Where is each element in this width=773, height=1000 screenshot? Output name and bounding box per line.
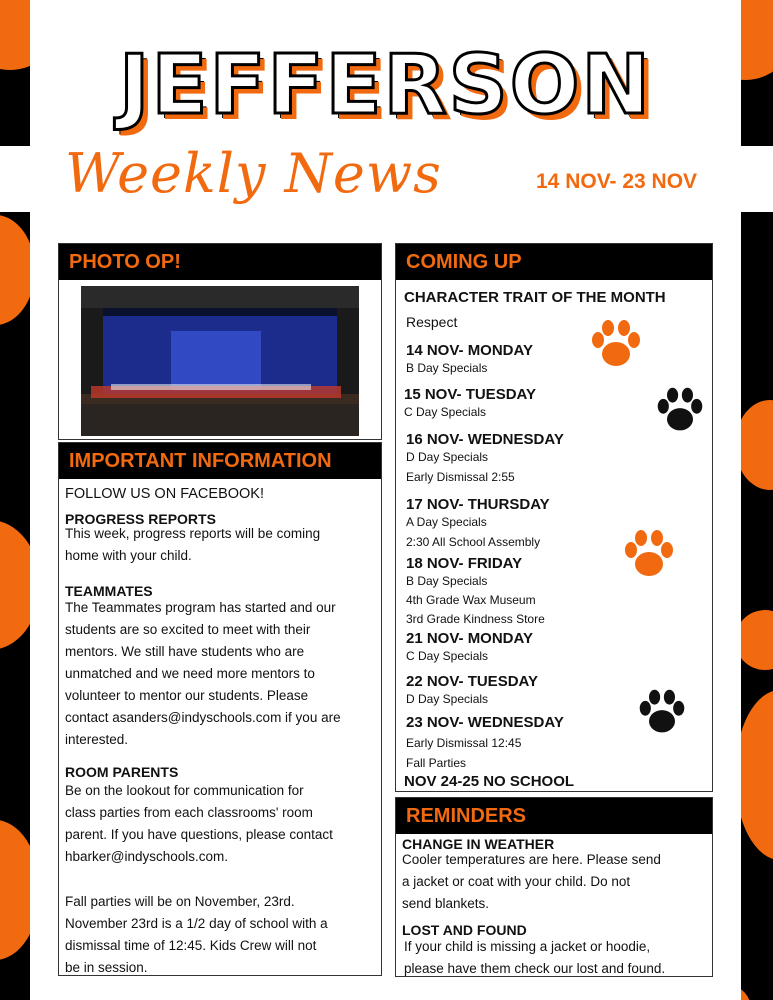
event-day: 21 NOV- MONDAY C Day Specials [406,630,533,663]
weather-title: CHANGE IN WEATHER [402,836,555,852]
reminders-section [395,797,713,977]
no-school-notice: NOV 24-25 NO SCHOOL [404,773,575,790]
section-heading: COMING UP [396,244,712,280]
important-info-section [58,442,382,976]
weather-text: Cooler temperatures are here. Please send a jacket or coat with your child. Do not send blankets. [402,852,661,911]
orange-paw-icon [621,526,677,582]
event-day: 18 NOV- FRIDAY B Day Specials 4th Grade Wax Museum 3rd Grade Kindness Store [406,555,545,626]
room-parents-title: ROOM PARENTS [65,764,179,780]
teammates-title: TEAMMATES [65,583,153,599]
event-day: 17 NOV- THURSDAY A Day Specials 2:30 All School Assembly [406,496,550,549]
lost-found-title: LOST AND FOUND [402,922,527,938]
event-day: 22 NOV- TUESDAY D Day Specials [406,673,538,706]
orange-paw-icon [588,316,644,372]
event-day: 16 NOV- WEDNESDAY D Day Specials Early Dismissal 2:55 [406,431,564,484]
date-range: 14 NOV- 23 NOV [536,170,698,193]
room-parents-text: Be on the lookout for communication for class parties from each classrooms' room parent. If you have questions, please contact hbarker@indyschools.com. [65,783,333,864]
lost-found-text: If your child is missing a jacket or hoodie, please have them check our lost and found. [404,939,666,976]
newsletter-title: Weekly News [65,142,442,205]
event-day: 15 NOV- TUESDAY C Day Specials [404,386,536,419]
progress-text: This week, progress reports will be coming home with your child. [65,526,321,563]
section-heading: REMINDERS [396,798,712,834]
progress-title: PROGRESS REPORTS [65,511,216,527]
trait-value: Respect [406,314,458,330]
black-paw-icon [654,384,706,436]
event-day: 23 NOV- WEDNESDAY Early Dismissal 12:45 Fall Parties [406,714,564,770]
fall-parties-text: Fall parties will be on November, 23rd. November 23rd is a 1/2 day of school with a dismissal time of 12:45. Kids Crew will not be in session. [65,894,328,975]
event-day: 14 NOV- MONDAY B Day Specials [406,342,533,375]
facebook-notice: FOLLOW US ON FACEBOOK! [65,486,265,502]
stage-performance-photo [81,286,359,436]
coming-up-section [395,243,713,792]
photo-op-section [58,243,382,440]
teammates-text: The Teammates program has started and our students are so excited to meet with their mentors. We still have students who are unmatched and we need more mentors to volunteer to mentor our students. Please contact asanders@indyschools.com if you are interested. [65,600,341,747]
section-heading: PHOTO OP! [59,244,381,280]
black-paw-icon [636,686,688,738]
trait-title: CHARACTER TRAIT OF THE MONTH [404,289,666,306]
masthead [30,24,741,142]
school-name: JEFFERSON [118,38,653,133]
section-heading: IMPORTANT INFORMATION [59,443,381,479]
